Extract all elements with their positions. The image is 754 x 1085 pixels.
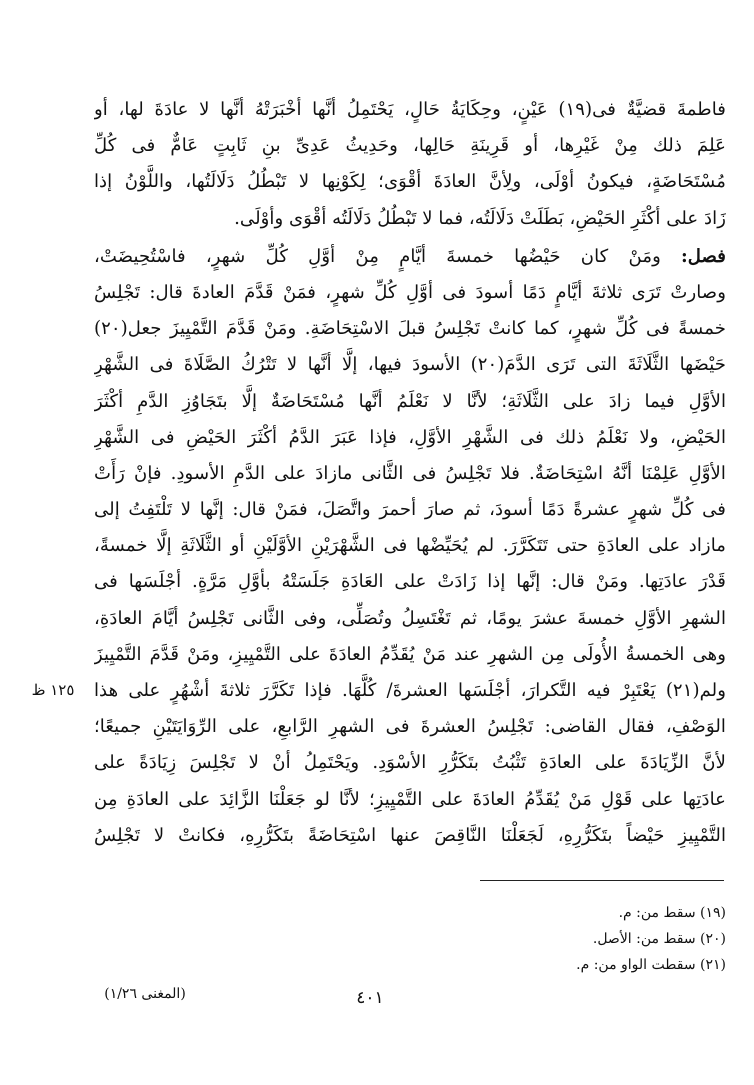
- text-line: فى كُلِّ شهرٍ عشرةً دَمًا أسودَ، ثم صارَ أحمرَ واتَّصَلَ، فمَنْ قال: إنَّها لا تَلْتَفِتُ إلى: [94, 499, 726, 521]
- manuscript-folio-note: ١٢٥ ظ: [31, 681, 75, 699]
- text-line: مازاد على العادَةِ حتى تَتَكَرَّرَ. لم يُحَيِّضْها فى الشَّهْرَيْنِ الأوَّلَيْنِ أو الثَّلَاثَةِ إلَّا خمسةً،: [94, 535, 726, 557]
- paragraph-1: [94, 92, 726, 237]
- text-line: عَلِمَ ذلك مِنْ غَيْرِها، أو قَرِينَةِ حَالِها، وحَدِيثُ عَدِىِّ بنِ ثَابِتٍ عَامٌّ فى كُلِّ: [94, 135, 726, 157]
- footnote: (١٩) سقط من: م.: [618, 905, 726, 921]
- page-number: ٤٠١: [356, 988, 384, 1008]
- paragraph-2: [94, 239, 726, 854]
- footnote: (٢٠) سقط من: الأصل.: [592, 931, 726, 947]
- text-line: التَّمْيِيزِ حَيْضاً بتَكَرُّرِهِ، لَجَعَلْنَا النَّاقِصَ عنها اسْتِحَاضَةً بتَكَرُّرِهِ، فكانتْ لا تَجْلِسُ: [94, 824, 726, 846]
- text-line: فاطمةَ قضيَّةٌ فى(١٩) عَيْنٍ، وحِكَايَةُ حَالٍ، يَحْتَمِلُ أنَّها أخْبَرَتْهُ أنَّها لا عادَةَ لها، أو: [94, 99, 726, 120]
- text-line: لأنَّ الزِّيَادَةَ على العادَةِ تَثْبُتُ بتَكَرُّرِ الأسْوَدِ. ويَحْتَمِلُ أنْ لا تَجْلِسَ زِيَادَةً على: [94, 752, 726, 774]
- main-text: [94, 92, 726, 854]
- footnote: (٢١) سقطت الواو من: م.: [576, 957, 726, 973]
- text-line: خمسةً فى كُلِّ شهرٍ، كما كانتْ تَجْلِسُ قبلَ الاسْتِحَاضَةِ. ومَنْ قَدَّمَ التَّمْيِيزَ جعل(٢٠): [94, 318, 726, 340]
- footnotes: [400, 900, 726, 978]
- text-line-first-rest: ومَنْ كان حَيْضُها خمسةَ أيَّامٍ مِنْ أوَّلِ كُلِّ شهرٍ، فاسْتُحِيضَتْ،: [94, 245, 682, 267]
- text-line-first: [94, 239, 726, 275]
- text-line: زَادَ على أكْثَرِ الحَيْضِ، بَطَلَتْ دَلَالَتُه، فما لا تَبْطُلُ دَلَالَتُه أقْوَى وأوْلَى.: [234, 207, 726, 229]
- text-line: الشهرِ الأوَّلِ خمسةَ عشرَ يومًا، ثم تَغْتَسِلُ وتُصَلِّى، وفى الثَّانى تَجْلِسُ أيَّامَ العادَةِ،: [94, 607, 726, 629]
- footnote-divider: [480, 880, 724, 881]
- text-line: عادَتِها على قَوْلِ مَنْ يُقَدِّمُ العادَةَ على التَّمْيِيزِ؛ لأنَّا لو جَعَلْنَا الزَّائِدَ على العادَةِ مِن: [94, 788, 726, 810]
- text-line: وهى الخمسةُ الأُولَى مِن الشهرِ عند مَنْ يُقَدِّمُ العادَةَ على التَّمْيِيزِ، ومَنْ قَدَّمَ التَّمْيِيزَ: [94, 643, 726, 665]
- text-line: مُسْتَحَاضَةٍ، فيكونُ أوْلَى، ولِأنَّ العادَةَ أقْوَى؛ لِكَوْنِها لا تَبْطُلُ دَلَالَتُها، واللَّوْنُ إذا: [94, 171, 726, 193]
- text-line: الحَيْضِ، ولا نَعْلَمُ ذلك فى الشَّهْرِ الأوَّلِ، فإذا عَبَرَ الدَّمُ أكْثَرَ الحَيْضِ فى الشَّهْرِ: [94, 426, 726, 448]
- text-line: وصارتْ تَرَى ثلاثةَ أيَّامٍ دَمًا أسودَ فى أوَّلِ كُلِّ شهرٍ، فمَنْ قَدَّمَ العادةَ قال: تَجْلِسُ: [94, 281, 726, 303]
- text-line: الأوَّلِ عَلِمْنَا أنَّهُ اسْتِحَاضَةٌ. فلا تَجْلِسُ فى الثَّانى مازادَ على الدَّمِ الأسودِ. فإنْ رَأَتْ: [94, 462, 726, 484]
- text-line: الوَصْفِ، فقال القاضى: تَجْلِسُ العشرةَ فى الشهرِ الرَّابعِ، على الرِّوَايَتَيْنِ جميعًا؛: [94, 716, 726, 738]
- text-line: الأوَّلِ فيما زادَ على الثَّلَاثَةِ؛ لأنَّا لا نَعْلَمُ أنَّها مُسْتَحَاضَةٌ إلَّا بتَجَاوُزِ الدَّمِ أكْثَرَ: [94, 390, 726, 412]
- text-line: حَيْضَها الثَّلَاثَةَ التى تَرَى الدَّمَ(٢٠) الأسودَ فيها، إلَّا أنَّها لا تَتْرُكُ الصَّلَاةَ فى الشَّهْرِ: [94, 354, 726, 376]
- text-line: ولم(٢١) يَعْتَبِرْ فيه التَّكرارَ، أجْلَسَها العشرةَ/ كُلَّهَا. فإذا تَكَرَّرَ ثلاثةَ أشْهُرٍ على هذا: [94, 680, 726, 701]
- source-reference: (المغنى ١/٢٦): [104, 986, 186, 1002]
- text-line: قَدْرَ عادَتِها. ومَنْ قال: إنَّها إذا زَادَتْ على العَادَةِ جَلَسَتْهُ بأوَّلِ مَرَّةٍ. أجْلَسَها فى: [94, 571, 726, 593]
- section-heading-fasl: فصل:: [681, 245, 726, 267]
